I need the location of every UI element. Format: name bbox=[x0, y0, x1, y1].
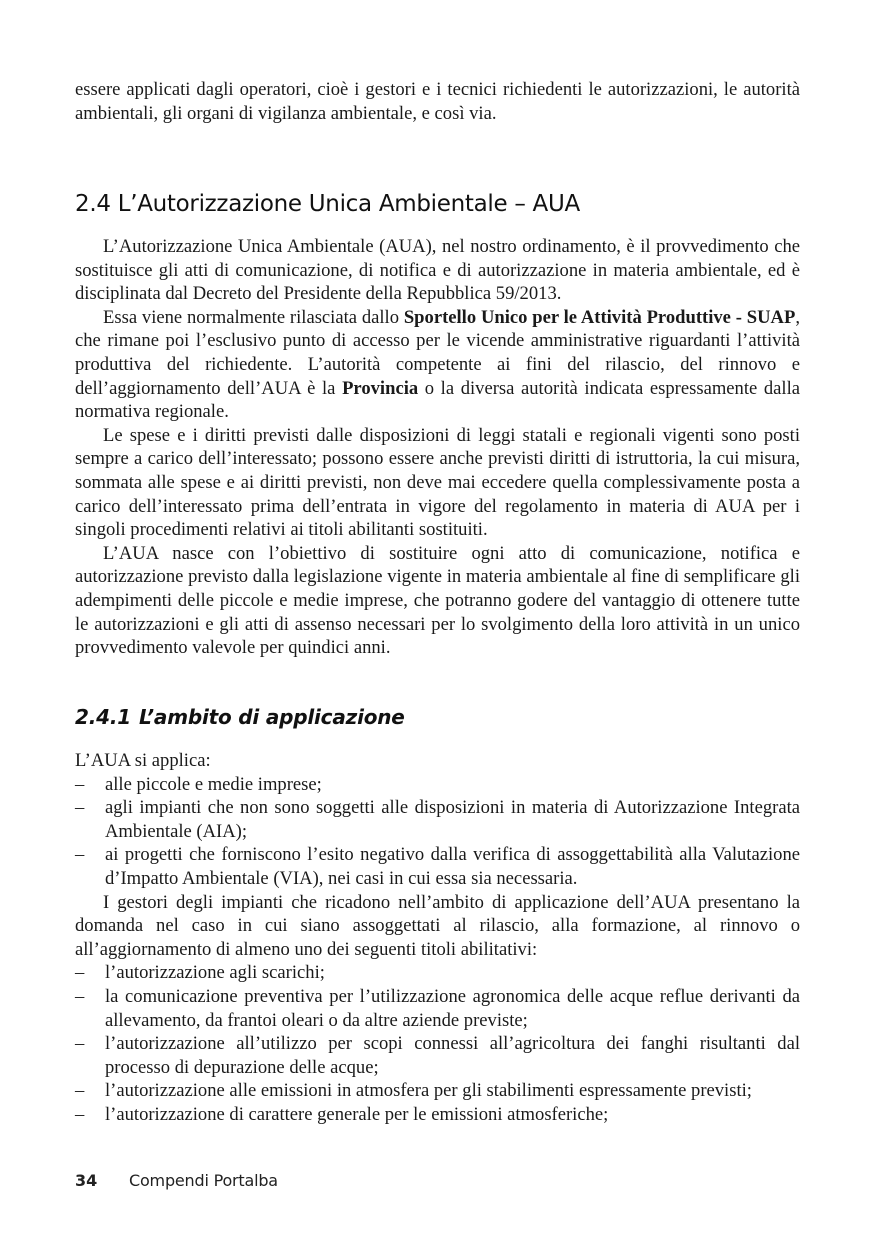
paragraph-suap bbox=[75, 306, 800, 424]
text-run: , che rimane poi l’esclusivo punto di accesso per le vicende amministrative riguardanti l’attività produttiva del richiedente. L’autorità competente ai fini del rilascio, del rinnovo e dell’aggiornamento dell’AUA è la bbox=[75, 306, 800, 399]
list-item bbox=[75, 1032, 800, 1079]
list-item bbox=[75, 985, 800, 1032]
page-number: 34 bbox=[75, 1171, 98, 1190]
bold-provincia: Provincia bbox=[342, 377, 419, 399]
list-item-text: agli impianti che non sono soggetti alle disposizioni in materia di Autorizzazione Integrata Ambientale (AIA); bbox=[105, 797, 800, 842]
dash-bullet: – bbox=[75, 985, 85, 1007]
scope-list bbox=[75, 773, 800, 891]
list-item-text: l’autorizzazione agli scarichi; bbox=[105, 962, 325, 984]
list-item bbox=[75, 773, 800, 797]
list-item-text: ai progetti che forniscono l’esito negativo dalla verifica di assoggettabilità alla Valutazione d’Impatto Ambientale (VIA), nei casi in cui essa sia necessaria. bbox=[105, 844, 800, 889]
list-item bbox=[75, 796, 800, 843]
dash-bullet: – bbox=[75, 844, 85, 866]
permits-list bbox=[75, 961, 800, 1126]
list-item-text: alle piccole e medie imprese; bbox=[105, 773, 322, 795]
heading-title: L’ambito di applicazione bbox=[138, 705, 405, 729]
page-footer bbox=[75, 1171, 278, 1190]
scope-lead: L’AUA si applica: bbox=[75, 750, 211, 771]
bold-suap: Sportello Unico per le Attività Produttive - SUAP bbox=[403, 306, 796, 328]
list-item-text: la comunicazione preventiva per l’utilizzazione agronomica delle acque reflue derivanti da allevamento, da frantoi oleari o da altre aziende previste; bbox=[105, 985, 800, 1031]
list-item-text: l’autorizzazione di carattere generale per le emissioni atmosferiche; bbox=[105, 1103, 609, 1125]
dash-bullet: – bbox=[75, 962, 85, 984]
book-title: Compendi Portalba bbox=[129, 1171, 278, 1190]
dash-bullet: – bbox=[75, 1033, 85, 1055]
dash-bullet: – bbox=[75, 1080, 85, 1102]
section-2-4-body bbox=[75, 235, 800, 660]
section-heading-2-4-1 bbox=[75, 705, 405, 729]
list-item bbox=[75, 843, 800, 890]
section-heading-2-4: 2.4 L’Autorizzazione Unica Ambientale – AUA bbox=[75, 191, 580, 217]
section-2-4-1-body bbox=[75, 749, 800, 1127]
dash-bullet: – bbox=[75, 797, 85, 819]
intro-continuation bbox=[75, 78, 800, 125]
paragraph-operators: I gestori degli impianti che ricadono nell’ambito di applicazione dell’AUA presentano la domanda nel caso in cui siano assoggettati al rilascio, alla formazione, al rinnovo o all’aggiornamento di almeno uno dei seguenti titoli abilitativi: bbox=[75, 891, 800, 960]
list-item-text: l’autorizzazione alle emissioni in atmosfera per gli stabilimenti espressamente previsti; bbox=[105, 1080, 752, 1102]
list-item bbox=[75, 1079, 800, 1103]
text-run: o la diversa autorità indicata espressamente dalla normativa regionale. bbox=[75, 377, 801, 423]
paragraph-costs: Le spese e i diritti previsti dalle disposizioni di leggi statali e regionali vigenti sono posti sempre a carico dell’interessato; possono essere anche previsti diritti di istruttoria, la cui misura, sommata alle spese e ai diritti previsti, non deve mai eccedere quella complessivamente posta a carico dell’interessato prima dell’entrata in vigore del regolamento in materia di AUA per i singoli procedimenti relativi ai titoli abilitanti sostituiti. bbox=[75, 424, 800, 541]
dash-bullet: – bbox=[75, 773, 85, 795]
list-item bbox=[75, 1103, 800, 1127]
intro-paragraph: essere applicati dagli operatori, cioè i gestori e i tecnici richiedenti le autorizzazioni, le autorità ambientali, gli organi di vigilanza ambientale, e così via. bbox=[75, 79, 800, 124]
paragraph-objective: L’AUA nasce con l’obiettivo di sostituire ogni atto di comunicazione, notifica e autorizzazione previsto dalla legislazione vigente in materia ambientale al fine di semplificare gli adempimenti delle piccole e medie imprese, che potranno godere del vantaggio di ottenere tutte le autorizzazioni e gli atti di assenso necessari per lo svolgimento della loro attività in un unico provvedimento valevole per quindici anni. bbox=[75, 542, 800, 659]
text-run: Essa viene normalmente rilasciata dallo bbox=[103, 306, 404, 328]
heading-number: 2.4.1 bbox=[75, 705, 131, 729]
dash-bullet: – bbox=[75, 1103, 85, 1125]
list-item-text: l’autorizzazione all’utilizzo per scopi connessi all’agricoltura dei fanghi risultanti dal processo di depurazione delle acque; bbox=[105, 1033, 800, 1078]
list-item bbox=[75, 961, 800, 985]
paragraph-aua-definition: L’Autorizzazione Unica Ambientale (AUA), nel nostro ordinamento, è il provvedimento che sostituisce gli atti di comunicazione, di notifica e di autorizzazione in materia ambientale, ed è disciplinata dal Decreto del Presidente della Repubblica 59/2013. bbox=[75, 236, 800, 305]
